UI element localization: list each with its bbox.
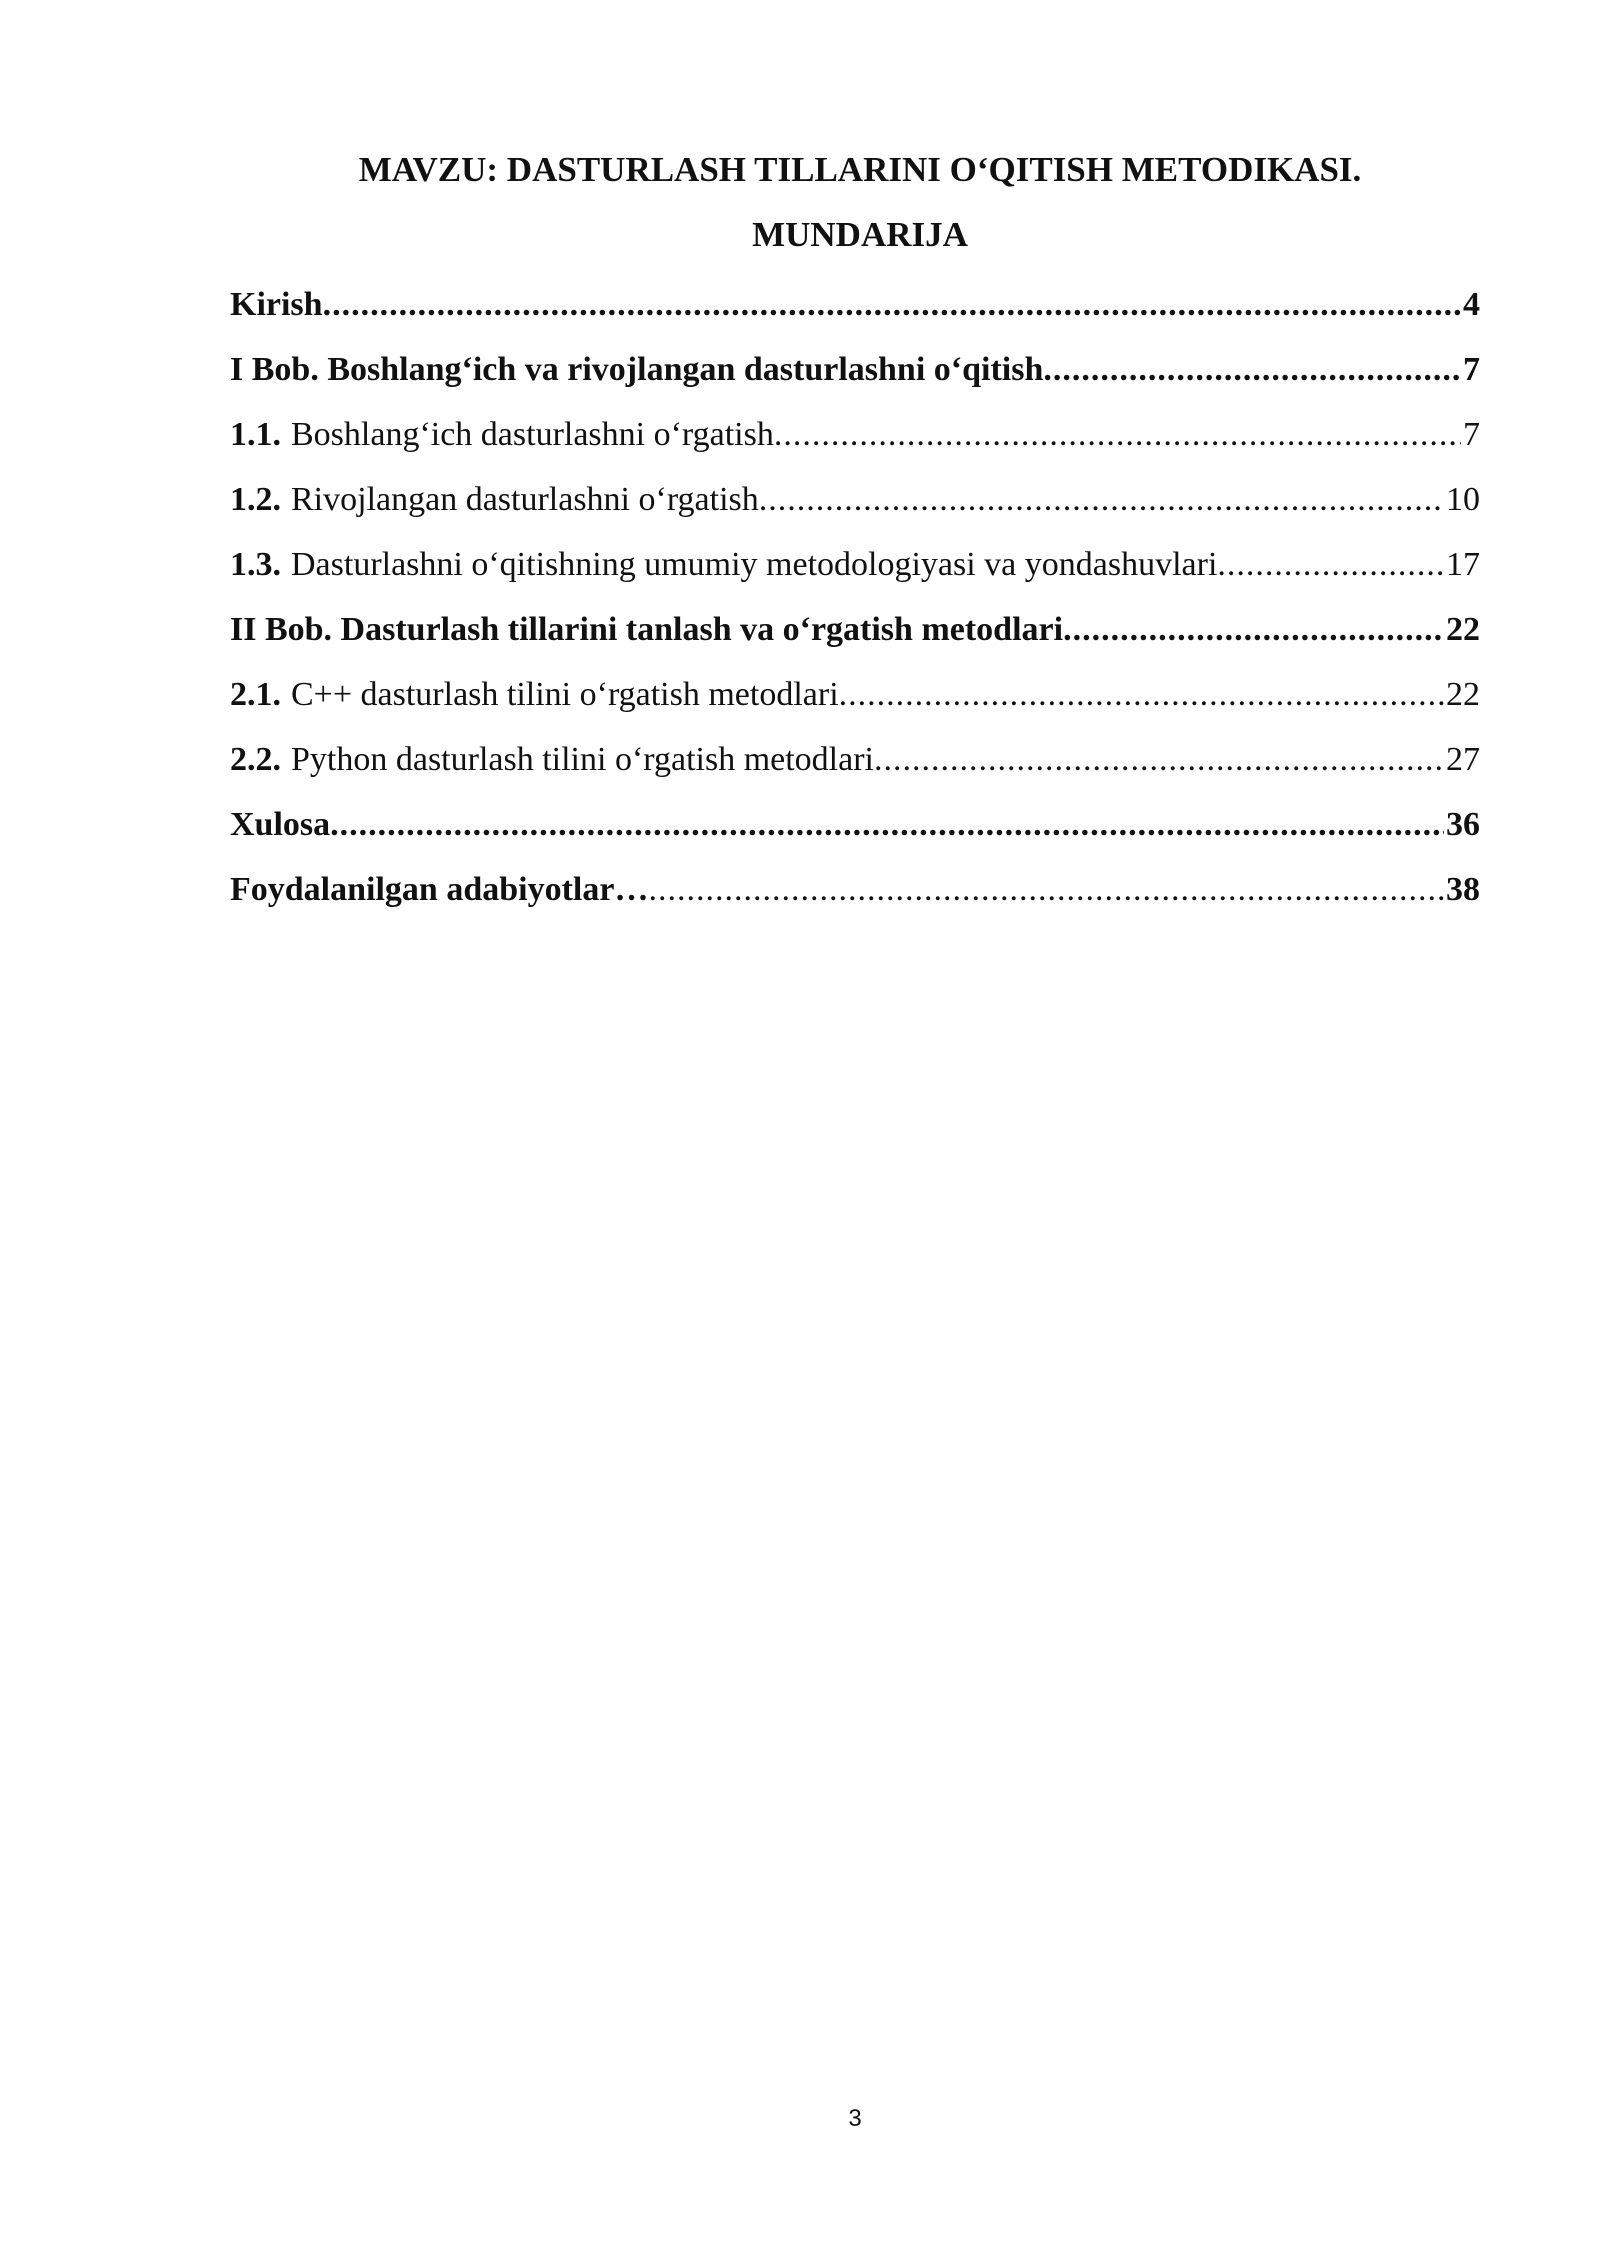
page-number: 3	[848, 2105, 862, 2132]
toc-entry-section-1-1[interactable]	[230, 408, 1480, 473]
toc-entry-label: Python dasturlash tilini o‘rgatish metodlari	[291, 741, 874, 778]
toc-entry-number: 1.2.	[230, 481, 281, 518]
toc-leader-dots	[759, 473, 1444, 527]
toc-entry-page: 27	[1446, 741, 1480, 778]
toc-entry-section-2-1[interactable]	[230, 668, 1480, 733]
toc-entry-label: Boshlang‘ich dasturlashni o‘rgatish	[291, 416, 774, 453]
toc-entry-label: Xulosa	[230, 806, 331, 843]
toc-leader-dots	[1063, 603, 1444, 657]
toc-entry-xulosa[interactable]	[230, 798, 1480, 863]
toc-entry-page: 22	[1446, 676, 1480, 713]
toc-leader-dots	[330, 798, 1444, 852]
toc-leader-dots	[774, 408, 1461, 462]
toc-entry-number: 1.3.	[230, 546, 281, 583]
toc-entry-label: C++ dasturlash tilini o‘rgatish metodlari	[291, 676, 839, 713]
toc-entry-chapter-2[interactable]	[230, 603, 1480, 668]
toc-entry-page: 7	[1463, 351, 1480, 388]
toc-entry-number: 2.2.	[230, 741, 281, 778]
toc-entry-chapter-1[interactable]	[230, 343, 1480, 408]
toc-entry-references[interactable]	[230, 863, 1480, 928]
toc-leader-dots	[874, 733, 1444, 787]
toc-entry-label: Dasturlashni o‘qitishning umumiy metodologiyasi va yondashuvlari	[291, 546, 1218, 583]
toc-entry-number: 1.1.	[230, 416, 281, 453]
toc-leader-dots	[1217, 538, 1444, 592]
toc-entry-page: 38	[1446, 871, 1480, 908]
toc-entry-section-1-2[interactable]	[230, 473, 1480, 538]
toc-entry-label: II Bob. Dasturlash tillarini tanlash va o‘rgatish metodlari	[230, 611, 1064, 648]
toc-leader-dots	[648, 863, 1444, 917]
toc-entry-label: Rivojlangan dasturlashni o‘rgatish	[291, 481, 759, 518]
toc-heading: MUNDARIJA	[752, 215, 968, 254]
toc-entry-page: 22	[1446, 611, 1480, 648]
toc-entry-section-1-3[interactable]	[230, 538, 1480, 603]
toc-entry-page: 7	[1463, 416, 1480, 453]
toc-entry-label: I Bob. Boshlang‘ich va rivojlangan dasturlashni o‘qitish	[230, 351, 1044, 388]
toc-entry-page: 17	[1446, 546, 1480, 583]
toc-entry-label: Foydalanilgan adabiyotlar…	[230, 871, 649, 908]
toc-leader-dots	[839, 668, 1444, 722]
topic-title: MAVZU: DASTURLASH TILLARINI O‘QITISH METODIKASI.	[358, 150, 1362, 189]
toc-entry-kirish[interactable]	[230, 278, 1480, 343]
table-of-contents	[230, 278, 1480, 928]
toc-entry-section-2-2[interactable]	[230, 733, 1480, 798]
toc-leader-dots	[323, 278, 1461, 332]
toc-entry-label: Kirish	[230, 286, 323, 323]
toc-entry-page: 4	[1463, 286, 1480, 323]
toc-entry-page: 10	[1446, 481, 1480, 518]
toc-leader-dots	[1043, 343, 1461, 397]
toc-entry-number: 2.1.	[230, 676, 281, 713]
toc-entry-page: 36	[1446, 806, 1480, 843]
